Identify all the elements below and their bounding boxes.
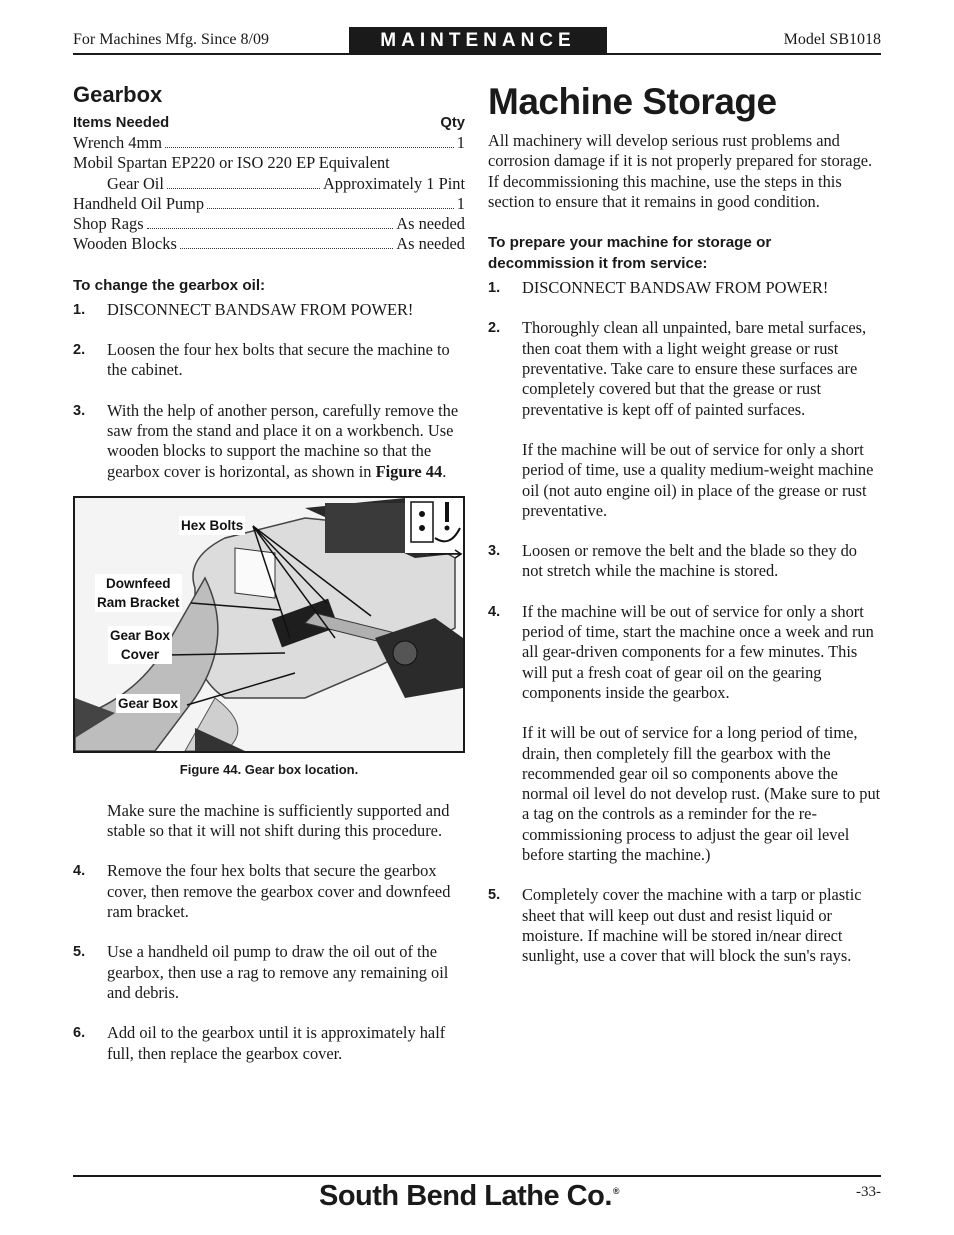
step (488, 541, 881, 582)
step (73, 340, 465, 381)
step-text: Loosen or remove the belt and the blade so they do not stretch while the machine is stored. (522, 541, 857, 581)
gear-box-label: Gear Box (118, 695, 179, 711)
item-name: Gear Oil (107, 173, 164, 193)
leader-dots (180, 248, 393, 249)
downfeed-label (95, 574, 182, 612)
gearbox-title: Gearbox (73, 82, 163, 107)
header-model: Model SB1018 (783, 31, 881, 48)
ram-bracket-label-line: Ram Bracket (97, 594, 180, 610)
step-number: 5. (488, 887, 501, 904)
step-text-extra: If it will be out of service for a long period of time, drain, then completely fill the gearbox with the recommended gear oil so components above the normal oil level do not develop rust. (Make sure to put a tag on the controls as a reminder for the re-commissioning process to adjust the gear oil level before starting the machine.) (522, 723, 881, 865)
item-name: Wooden Blocks (73, 234, 177, 254)
step-text-body: If the machine will be out of service for only a short period of time, start the machine once a week and run all gear-driven components for a few minutes. This will put a fresh coat of gear oil on the gearing components inside the gearbox. (522, 601, 874, 702)
items-needed-label: Items Needed (73, 115, 170, 131)
item-name: Shop Rags (73, 214, 144, 234)
step-text-body: Thoroughly clean all unpainted, bare metal surfaces, then coat them with a light weight grease or rust preventative. Take care to ensure these surfaces are completely covered but that the grease or rust preventative is kept off of painted surfaces. (522, 318, 867, 419)
step-number: 4. (73, 863, 86, 880)
south-bend-logo (319, 1180, 618, 1213)
step-number: 2. (73, 342, 86, 359)
step (488, 885, 881, 966)
step (73, 1023, 465, 1064)
figure-44-image (73, 496, 465, 753)
item-qty: As needed (396, 234, 465, 254)
header-rule (73, 53, 881, 55)
item-name: Handheld Oil Pump (73, 193, 205, 213)
item-qty: 1 (456, 133, 465, 152)
hex-bolts-label: Hex Bolts (181, 517, 244, 533)
downfeed-label-line: Downfeed (106, 575, 171, 591)
storage-procedure-title: To prepare your machine for storage or decommission it from service: (488, 234, 772, 273)
step-number: 3. (488, 543, 501, 560)
step-text: DISCONNECT BANDSAW FROM POWER! (107, 299, 414, 319)
page-number: -33- (856, 1184, 881, 1200)
registered-mark: ® (612, 1186, 620, 1196)
step-text (107, 401, 465, 482)
leader-dots (167, 188, 320, 189)
step (488, 602, 881, 866)
bandsaw-gearbox-illustration (75, 498, 463, 751)
step-text: Loosen the four hex bolts that secure the machine to the cabinet. (107, 340, 450, 380)
logo-text: South Bend Lathe Co. (319, 1180, 612, 1212)
procedure-title: To change the gearbox oil: (73, 276, 266, 294)
gear-box-cover-label (108, 626, 172, 664)
item-qty: 1 (456, 193, 465, 213)
item-row (73, 153, 465, 173)
machine-storage-section (488, 82, 881, 967)
step-text: Add oil to the gearbox until it is approximately half full, then replace the gearbox cover. (107, 1023, 446, 1063)
item-name: Wrench 4mm (73, 133, 163, 152)
section-banner: MAINTENANCE (349, 27, 607, 54)
figure-reference: Figure 44 (375, 461, 443, 481)
step (73, 300, 465, 320)
gear-box-cover-label-line: Gear Box (110, 627, 171, 643)
step (73, 942, 465, 1003)
step-number: 2. (488, 320, 501, 337)
leader-dots (165, 147, 454, 148)
item-row (73, 214, 465, 234)
step-number: 4. (488, 603, 501, 620)
item-qty: As needed (396, 214, 465, 234)
item-row (73, 174, 465, 194)
header-machines-mfg: For Machines Mfg. Since 8/09 (73, 31, 269, 48)
step-text-body: With the help of another person, carefully remove the saw from the stand and place it on a workbench. Use wooden blocks to support the machine so that the gearbox cover is horizontal, as shown in (107, 400, 459, 481)
step (73, 401, 465, 482)
step-text (522, 602, 881, 866)
step-number: 5. (73, 944, 86, 961)
footer-rule (73, 1175, 881, 1177)
item-row (73, 234, 465, 254)
item-row (73, 133, 465, 153)
cover-label-line: Cover (120, 646, 160, 662)
step-number: 6. (73, 1025, 86, 1042)
item-name: Mobil Spartan EP220 or ISO 220 EP Equivalent (73, 153, 390, 173)
items-needed-header (73, 113, 465, 133)
qty-label: Qty (440, 115, 465, 131)
item-qty: Approximately 1 Pint (322, 173, 465, 193)
step-number: 1. (73, 301, 86, 318)
step-text: Use a handheld oil pump to draw the oil out of the gearbox, then use a rag to remove any remaining oil and debris. (107, 942, 449, 1002)
leader-dots (147, 228, 394, 229)
step-text-tail: . (442, 461, 447, 481)
gearbox-section (73, 82, 465, 1064)
support-note: Make sure the machine is sufficiently supported and stable so that it will not shift during this procedure. (107, 800, 450, 841)
step-text (522, 318, 881, 521)
step (488, 318, 881, 521)
step-text: Completely cover the machine with a tarp or plastic sheet that will keep out dust and resist liquid or moisture. If machine will be stored in/near direct sunlight, use a cover that will block the sun's rays. (522, 885, 862, 966)
step (488, 278, 881, 298)
item-row (73, 194, 465, 214)
step-number: 3. (73, 402, 86, 419)
step-number: 1. (488, 280, 501, 297)
machine-storage-title: Machine Storage (488, 81, 777, 122)
storage-intro: All machinery will develop serious rust problems and corrosion damage if it is not properly prepared for storage. If decommissioning this machine, use the steps in this section to ensure that it remains in good condition. (488, 131, 873, 211)
step-text: DISCONNECT BANDSAW FROM POWER! (522, 278, 829, 298)
figure-caption: Figure 44. Gear box location. (179, 761, 359, 777)
step-text: Remove the four hex bolts that secure the gearbox cover, then remove the gearbox cover and downfeed ram bracket. (107, 861, 451, 922)
step (73, 861, 465, 922)
step-text-extra: If the machine will be out of service for only a short period of time, use a quality medium-weight machine oil (not auto engine oil) in place of the grease or rust preventative. (522, 439, 874, 520)
leader-dots (207, 208, 454, 209)
